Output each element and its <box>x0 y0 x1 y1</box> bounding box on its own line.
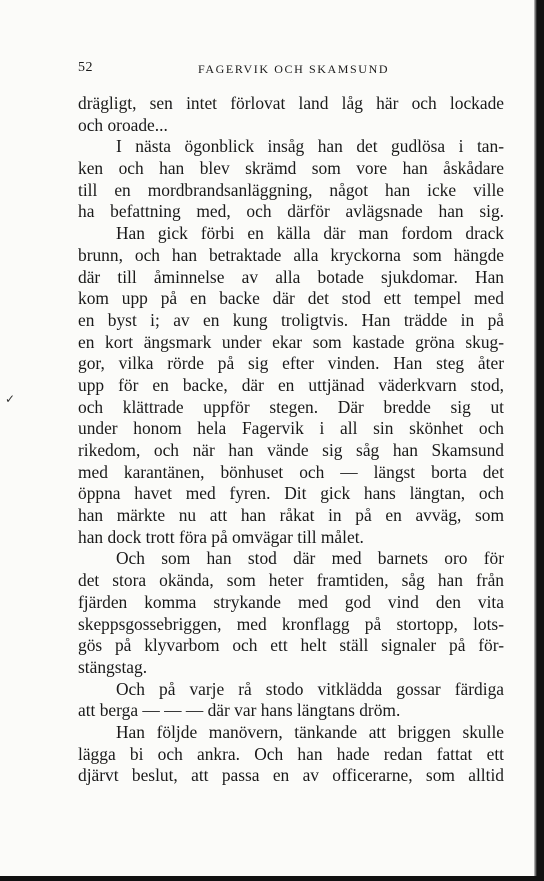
text-line: det stora okända, som heter framtiden, såg han från <box>78 570 504 591</box>
text-line: Och på varje rå stodo vitklädda gossar färdiga <box>116 678 504 699</box>
text-line: Han gick förbi en källa där man fordom drack <box>116 223 504 244</box>
page-edge-shadow <box>534 0 544 881</box>
text-line: skeppsgossebriggen, med kronflagg på stortopp, lots- <box>78 613 504 634</box>
text-line: upp för en backe, där en uttjänad väderkvarn stod, <box>78 374 504 395</box>
margin-mark: ✓ <box>5 392 16 406</box>
text-line: kom upp på en backe där det stod ett tempel med <box>78 288 504 309</box>
text-line: gor, vilka rörde på sig efter vinden. Han steg åter <box>78 353 504 374</box>
page-bottom-edge <box>0 876 544 881</box>
text-line: gös på klyvarbom och ett helt ställ signaler på för- <box>78 635 504 656</box>
text-line: med karantänen, bönhuset och — längst borta det <box>78 461 504 482</box>
text-line: öppna havet med fyren. Dit gick hans längtan, och <box>78 483 504 504</box>
text-line: Han följde manövern, tänkande att briggen skulle <box>116 721 504 742</box>
text-line: ken och han blev skrämd som vore han åskådare <box>78 158 504 179</box>
text-line: brunn, och han betraktade alla kryckorna som hängde <box>78 244 504 265</box>
text-line: och oroade... <box>78 114 168 135</box>
text-line: djärvt beslut, att passa en av officerarne, som alltid <box>78 765 504 786</box>
text-line: en kort ängsmark under ekar som kastade gröna skug- <box>78 331 504 352</box>
text-line: att berga — — — där var hans längtans dröm. <box>78 700 401 721</box>
text-line: under honom hela Fagervik i all sin skönhet och <box>78 418 504 439</box>
text-line: han märkte nu att han råkat in på en avväg, som <box>78 505 504 526</box>
running-title: FAGERVIK OCH SKAMSUND <box>198 62 390 76</box>
text-line: stängstag. <box>78 656 148 677</box>
text-line: Och som han stod där med barnets oro för <box>116 548 504 569</box>
page-header <box>78 60 504 80</box>
text-line: där till åminnelse av alla botade sjukdomar. Han <box>78 266 504 287</box>
text-line: fjärden komma strykande med god vind den vita <box>78 591 504 612</box>
text-line: en byst i; av en kung troligtvis. Han trädde in på <box>78 309 504 330</box>
body-text <box>78 93 504 787</box>
text-line: I nästa ögonblick insåg han det gudlösa i tan- <box>116 136 504 157</box>
page-number: 52 <box>78 60 93 75</box>
text-line: drägligt, sen intet förlovat land låg här och lockade <box>78 93 504 113</box>
text-line: och klättrade uppför stegen. Där bredde sig ut <box>78 396 504 417</box>
text-line: till en mordbrandsanläggning, något han icke ville <box>78 179 504 200</box>
text-line: rikedom, och när han vände sig såg han Skamsund <box>78 440 504 460</box>
text-line: han dock trott föra på omvägar till målet. <box>78 526 364 547</box>
text-line: ha befattning med, och därför avlägsnade han sig. <box>78 201 504 222</box>
text-line: lägga bi och ankra. Och han hade redan fattat ett <box>78 743 504 764</box>
